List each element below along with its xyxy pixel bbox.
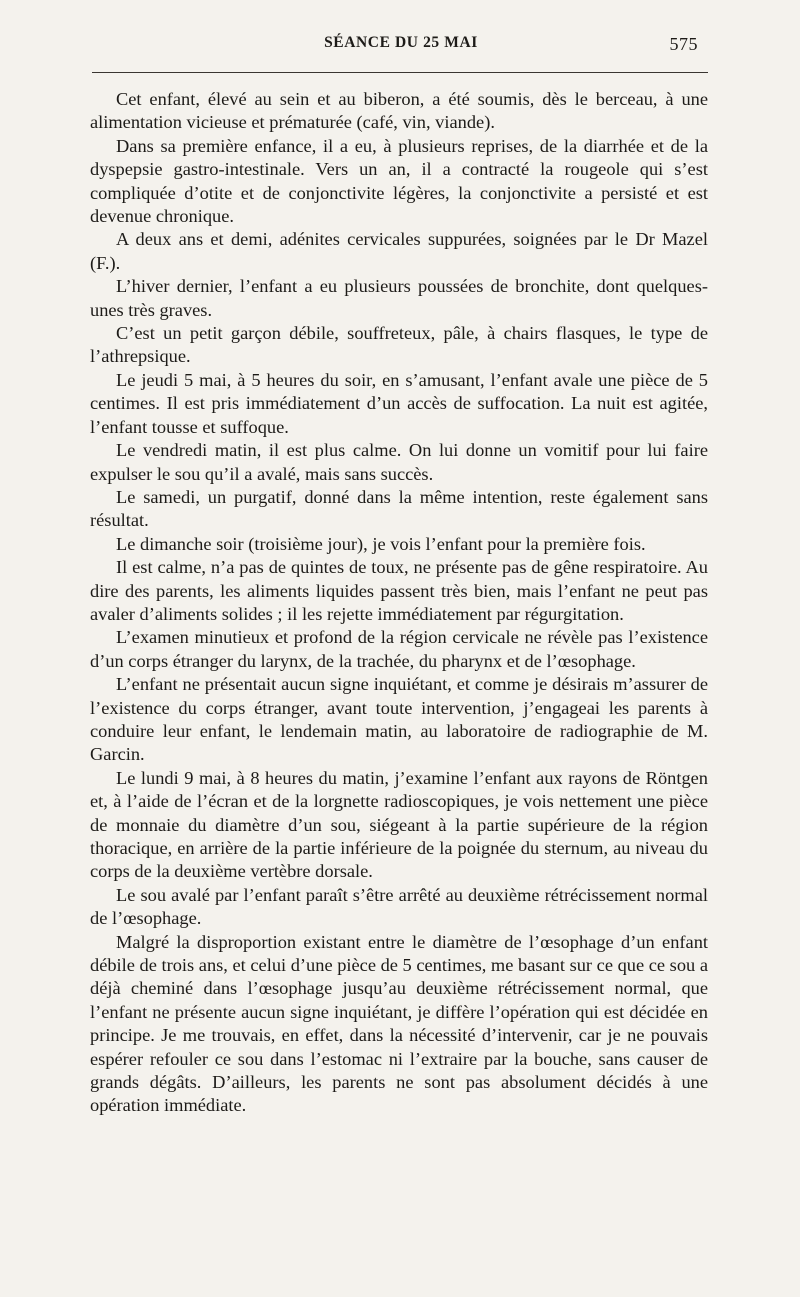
paragraph: Le jeudi 5 mai, à 5 heures du soir, en s’amusant, l’enfant avale une pièce de 5 centimes. Il est pris immédiatement d’un accès de suffocation. La nuit est agitée, l’enfant tousse et suffoque.: [90, 369, 708, 437]
paragraph: Dans sa première enfance, il a eu, à plusieurs reprises, de la diarrhée et de la dyspepsie gastro-intestinale. Vers un an, il a contracté la rougeole qui s’est compliquée d’otite et de conjonctivite légères, la conjonctivite a persisté et est devenue chronique.: [90, 135, 708, 227]
paragraph: Malgré la disproportion existant entre le diamètre de l’œsophage d’un enfant débile de trois ans, et celui d’une pièce de 5 centimes, me basant sur ce que ce sou a déjà cheminé dans l’œsophage jusqu’au deuxième rétrécissement normal, que l’enfant ne présente aucun signe inquiétant, je diffère l’opération qui est décidée en principe. Je me trouvais, en effet, dans la nécessité d’intervenir, car je ne pouvais espérer refouler ce sou dans l’estomac ni l’extraire par la bouche, sans causer de grands dégâts. D’ailleurs, les parents ne sont pas absolument décidés à une opération immédiate.: [90, 931, 708, 1116]
paragraph: Cet enfant, élevé au sein et au biberon, a été soumis, dès le berceau, à une alimentation vicieuse et prématurée (café, vin, viande).: [90, 89, 708, 133]
running-head: [92, 34, 710, 60]
paragraph: L’enfant ne présentait aucun signe inquiétant, et comme je désirais m’assurer de l’existence du corps étranger, avant toute intervention, j’engageai les parents à conduire leur enfant, le lendemain matin, au laboratoire de radiographie de M. Garcin.: [90, 674, 708, 765]
paragraph: L’examen minutieux et profond de la région cervicale ne révèle pas l’existence d’un corps étranger du larynx, de la trachée, du pharynx et de l’œsophage.: [90, 627, 708, 671]
paragraph: L’hiver dernier, l’enfant a eu plusieurs poussées de bronchite, dont quelques-unes très graves.: [90, 276, 708, 320]
paragraph: Le lundi 9 mai, à 8 heures du matin, j’examine l’enfant aux rayons de Röntgen et, à l’aide de l’écran et de la lorgnette radioscopiques, je vois nettement une pièce de monnaie du diamètre d’un sou, siégeant à la partie supérieure de la région thoracique, en arrière de la partie inférieure de la poignée du sternum, au niveau du corps de la deuxième vertèbre dorsale.: [90, 767, 708, 882]
paragraph: Le vendredi matin, il est plus calme. On lui donne un vomitif pour lui faire expulser le sou qu’il a avalé, mais sans succès.: [90, 440, 708, 484]
paragraph: Le samedi, un purgatif, donné dans la même intention, reste également sans résultat.: [90, 486, 708, 531]
paragraph: Le dimanche soir (troisième jour), je vois l’enfant pour la première fois.: [116, 533, 646, 554]
running-head-title: SÉANCE DU 25 MAI: [324, 34, 478, 51]
header-rule: [92, 72, 708, 73]
paragraph: Le sou avalé par l’enfant paraît s’être arrêté au deuxième rétrécissement normal de l’œsophage.: [90, 884, 708, 929]
paragraph: C’est un petit garçon débile, souffreteux, pâle, à chairs flasques, le type de l’athrepsique.: [90, 323, 708, 367]
body-text: [90, 88, 708, 1118]
page-number: 575: [669, 34, 698, 54]
paragraph: Il est calme, n’a pas de quintes de toux, ne présente pas de gêne respiratoire. Au dire des parents, les aliments liquides passent très bien, mais l’enfant ne peut pas avaler d’aliments solides ; il les rejette immédiatement par régurgitation.: [90, 557, 708, 624]
paragraph: A deux ans et demi, adénites cervicales suppurées, soignées par le Dr Mazel (F.).: [90, 229, 708, 273]
